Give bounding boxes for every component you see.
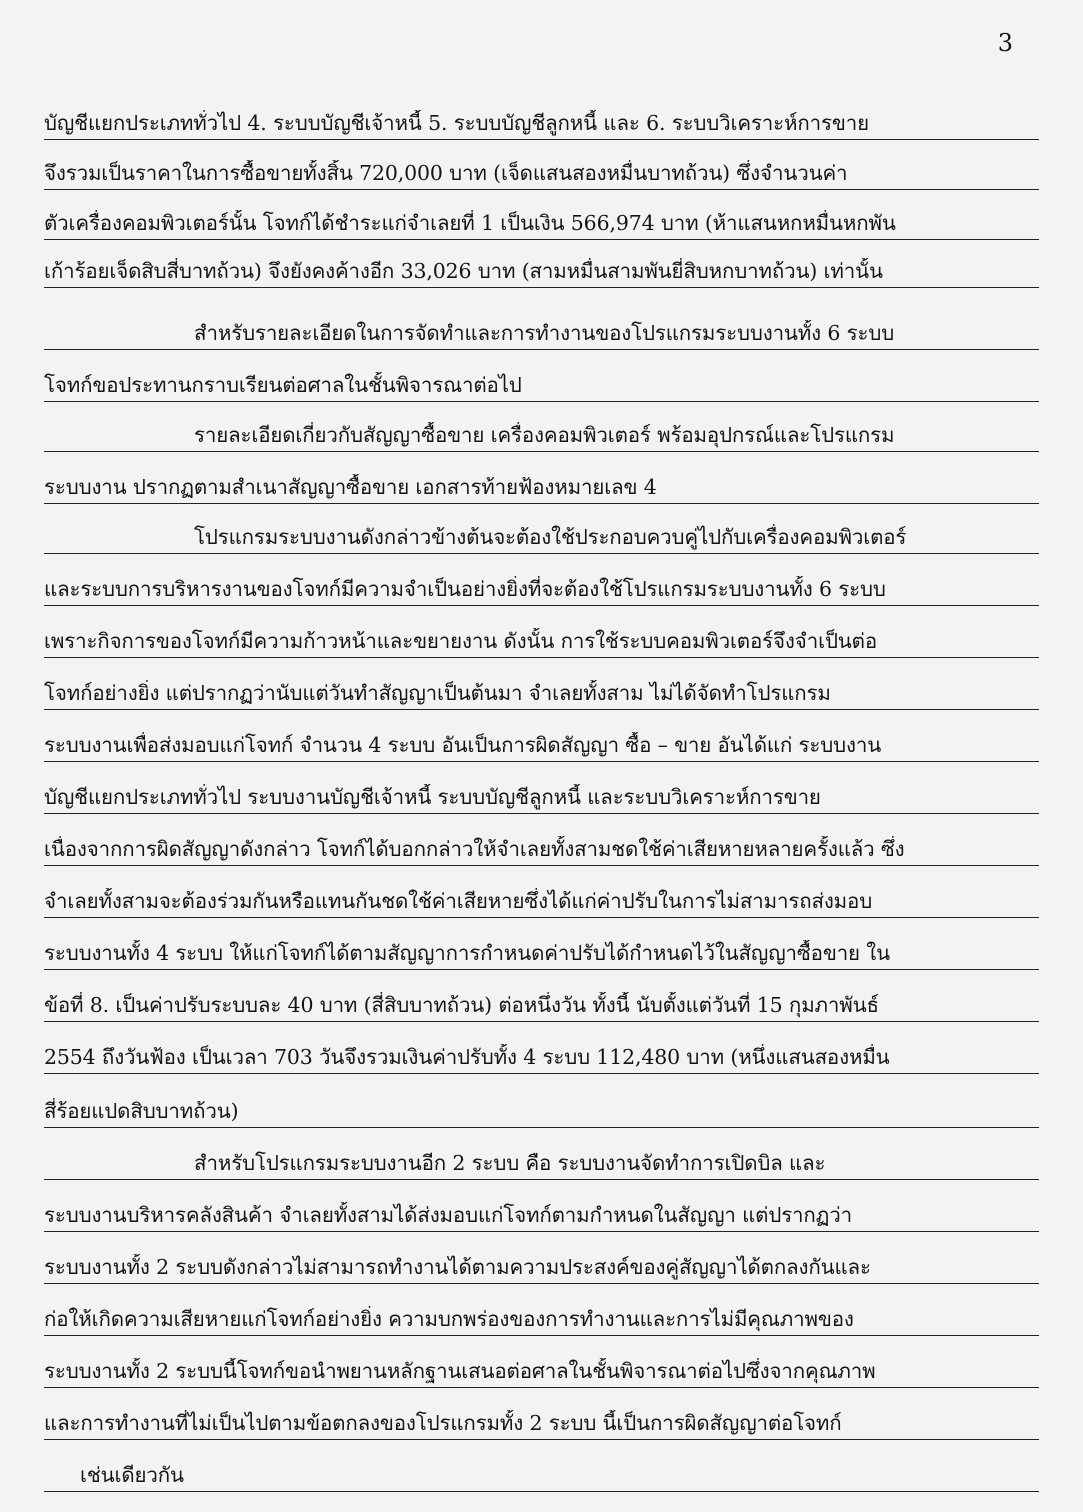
text-line [44,826,1039,866]
text-line-content: จำเลยทั้งสามจะต้องร่วมกันหรือแทนกันชดใช้ค่าเสียหายซึ่งได้แก่ค่าปรับในการไม่สามารถส่งมอบ [44,889,873,913]
text-line-content: บัญชีแยกประเภททั่วไป ระบบงานบัญชีเจ้าหนี้ ระบบบัญชีลูกหนี้ และระบบวิเคราะห์การขาย [44,785,821,809]
page-number: 3 [997,29,1013,57]
text-line-content: ระบบงานบริหารคลังสินค้า จำเลยทั้งสามได้ส่งมอบแก่โจทก์ตามกำหนดในสัญญา แต่ปรากฏว่า [44,1203,853,1227]
text-line-content: โปรแกรมระบบงานดังกล่าวข้างต้นจะต้องใช้ประกอบควบคู่ไปกับเครื่องคอมพิวเตอร์ [194,525,907,549]
text-line-content: จึงรวมเป็นราคาในการซื้อขายทั้งสิ้น 720,000 บาท (เจ็ดแสนสองหมื่นบาทถ้วน) ซึ่งจำนวนค่า [44,161,848,185]
text-line [44,100,1039,140]
text-line [44,1244,1039,1284]
text-line-content: และการทำงานที่ไม่เป็นไปตามข้อตกลงของโปรแกรมทั้ง 2 ระบบ นี้เป็นการผิดสัญญาต่อโจทก์ [44,1411,842,1435]
text-line-content: บัญชีแยกประเภททั่วไป 4. ระบบบัญชีเจ้าหนี้ 5. ระบบบัญชีลูกหนี้ และ 6. ระบบวิเคราะห์การขาย [44,111,869,135]
text-line-content: ก่อให้เกิดความเสียหายแก่โจทก์อย่างยิ่ง ความบกพร่องของการทำงานและการไม่มีคุณภาพของ [44,1307,854,1331]
text-line [44,878,1039,918]
text-line-content: 2554 ถึงวันฟ้อง เป็นเวลา 703 วันจึงรวมเงินค่าปรับทั้ง 4 ระบบ 112,480 บาท (หนึ่งแสนสองหมื่น [44,1045,890,1069]
text-line [44,362,1039,402]
text-line [44,722,1039,762]
text-line [44,670,1039,710]
text-line-content: โจทก์ขอประทานกราบเรียนต่อศาลในชั้นพิจารณาต่อไป [44,373,522,397]
text-line-content: สี่ร้อยแปดสิบบาทถ้วน) [44,1099,239,1123]
text-line-content: เพราะกิจการของโจทก์มีความก้าวหน้าและขยายงาน ดังนั้น การใช้ระบบคอมพิวเตอร์จึงจำเป็นต่อ [44,629,877,653]
text-line [44,1034,1039,1074]
text-line [44,982,1039,1022]
text-line-content: ระบบงานทั้ง 2 ระบบดังกล่าวไม่สามารถทำงานได้ตามความประสงค์ของคู่สัญญาได้ตกลงกันและ [44,1255,871,1279]
text-line-content: และระบบการบริหารงานของโจทก์มีความจำเป็นอย่างยิ่งที่จะต้องใช้โปรแกรมระบบงานทั้ง 6 ระบบ [44,577,886,601]
text-line [44,774,1039,814]
text-line-content: ระบบงานทั้ง 2 ระบบนี้โจทก์ขอนำพยานหลักฐานเสนอต่อศาลในชั้นพิจารณาต่อไปซึ่งจากคุณภาพ [44,1359,876,1383]
text-line [44,1452,1039,1492]
text-line [44,1348,1039,1388]
text-line-content: ข้อที่ 8. เป็นค่าปรับระบบละ 40 บาท (สี่สิบบาทถ้วน) ต่อหนึ่งวัน ทั้งนี้ นับตั้งแต่วันที่ 15 กุมภาพันธ์ [44,993,879,1017]
text-line [44,412,1039,452]
text-line-content: เก้าร้อยเจ็ดสิบสี่บาทถ้วน) จึงยังคงค้างอีก 33,026 บาท (สามหมื่นสามพันยี่สิบหกบาทถ้วน) เท่านั้น [44,259,883,283]
text-line-content: เนื่องจากการผิดสัญญาดังกล่าว โจทก์ได้บอกกล่าวให้จำเลยทั้งสามชดใช้ค่าเสียหายหลายครั้งแล้ว ซึ่ง [44,837,905,861]
text-line [44,310,1039,350]
text-line [44,566,1039,606]
text-line [44,248,1039,288]
text-line [44,1192,1039,1232]
text-line-content: โจทก์อย่างยิ่ง แต่ปรากฏว่านับแต่วันทำสัญญาเป็นต้นมา จำเลยทั้งสาม ไม่ได้จัดทำโปรแกรม [44,681,831,705]
text-line-content: รายละเอียดเกี่ยวกับสัญญาซื้อขาย เครื่องคอมพิวเตอร์ พร้อมอุปกรณ์และโปรแกรม [194,423,895,447]
text-line-content: ระบบงาน ปรากฏตามสำเนาสัญญาซื้อขาย เอกสารท้ายฟ้องหมายเลข 4 [44,475,657,499]
text-line [44,618,1039,658]
text-line [44,200,1039,240]
text-line-content: สำหรับรายละเอียดในการจัดทำและการทำงานของโปรแกรมระบบงานทั้ง 6 ระบบ [194,321,895,345]
text-line [44,514,1039,554]
text-line-content: ตัวเครื่องคอมพิวเตอร์นั้น โจทก์ได้ชำระแก่จำเลยที่ 1 เป็นเงิน 566,974 บาท (ห้าแสนหกหมื่นหกพัน [44,211,896,235]
text-line [44,1140,1039,1180]
text-line [44,930,1039,970]
text-line-content: ระบบงานทั้ง 4 ระบบ ให้แก่โจทก์ได้ตามสัญญาการกำหนดค่าปรับได้กำหนดไว้ในสัญญาซื้อขาย ใน [44,941,891,965]
text-line [44,1400,1039,1440]
text-line [44,1088,1039,1128]
text-line [44,1296,1039,1336]
text-line [44,464,1039,504]
text-line [44,150,1039,190]
text-line-content: เช่นเดียวกัน [80,1463,184,1487]
text-line-content: ระบบงานเพื่อส่งมอบแก่โจทก์ จำนวน 4 ระบบ อันเป็นการผิดสัญญา ซื้อ – ขาย อันได้แก่ ระบบงาน [44,733,882,757]
text-line-content: สำหรับโปรแกรมระบบงานอีก 2 ระบบ คือ ระบบงานจัดทำการเปิดบิล และ [194,1151,826,1175]
